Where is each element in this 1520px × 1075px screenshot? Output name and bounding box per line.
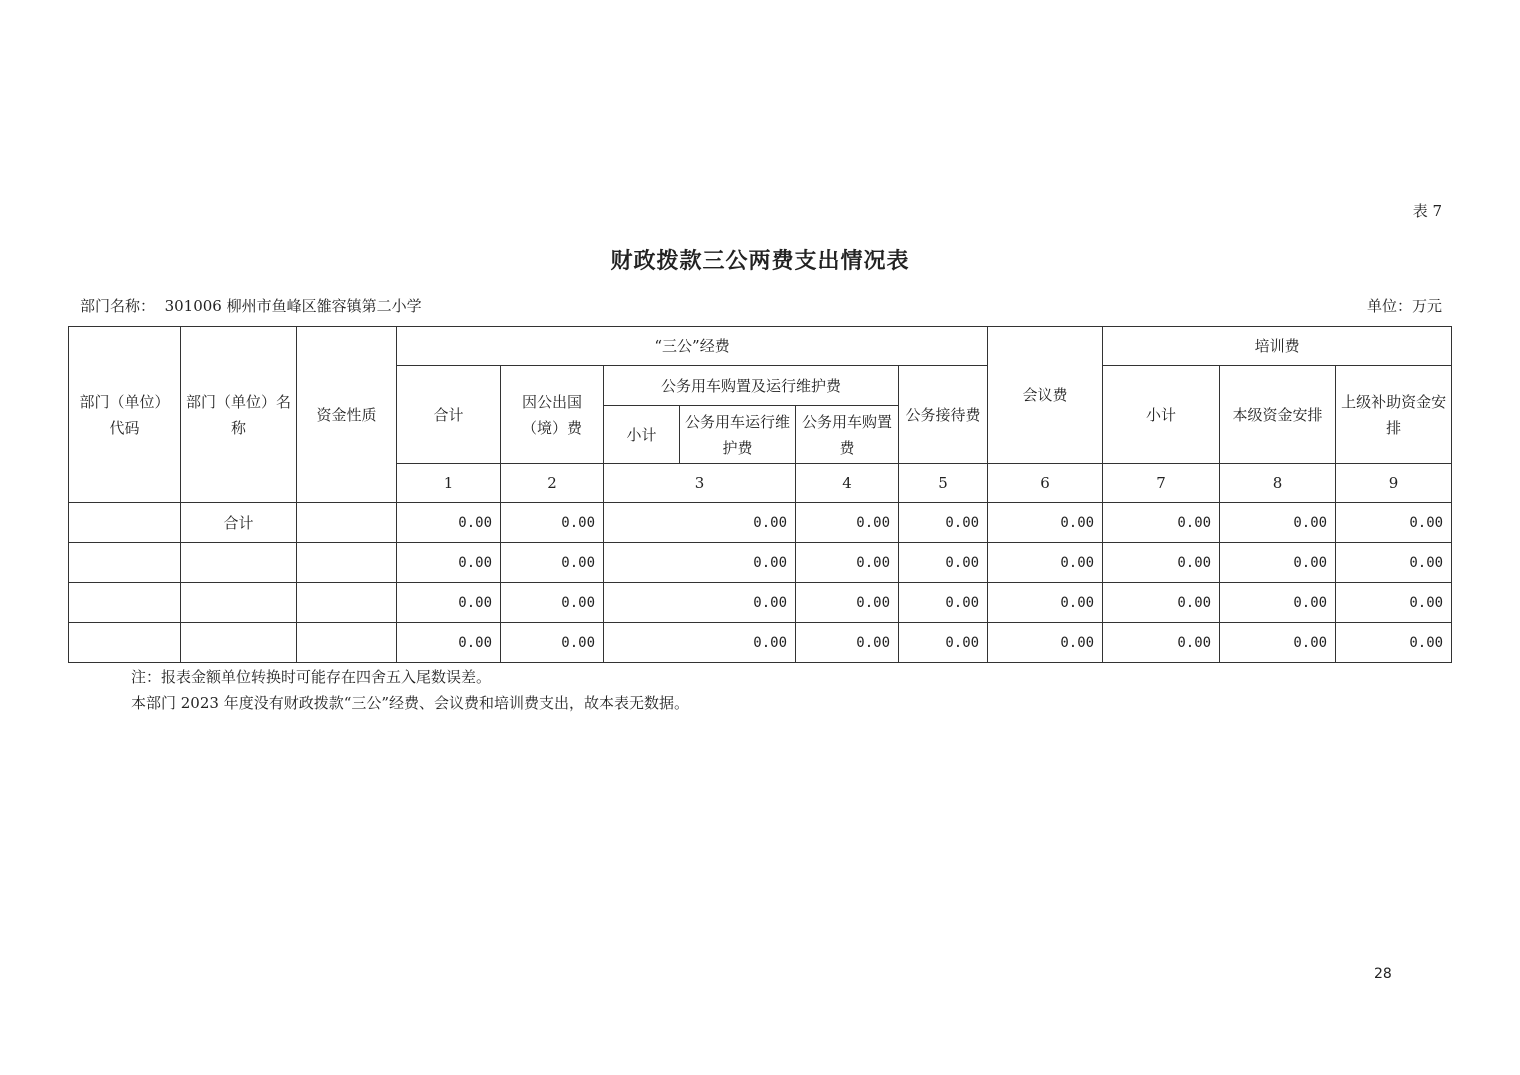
header-training-local: 本级资金安排 (1220, 366, 1336, 464)
header-vehicle: 公务用车购置及运行维护费 (604, 366, 899, 406)
row-value-cell: 0.00 (899, 623, 988, 663)
row-value-cell: 0.00 (1220, 583, 1336, 623)
header-total: 合计 (397, 366, 501, 464)
row-value-cell: 0.00 (501, 503, 604, 543)
column-number: 6 (988, 464, 1103, 503)
row-value-cell: 0.00 (397, 503, 501, 543)
row-value-cell: 0.00 (604, 623, 796, 663)
row-value-cell: 0.00 (1220, 503, 1336, 543)
header-three-public: “三公”经费 (397, 327, 988, 366)
row-value-cell: 0.00 (899, 543, 988, 583)
header-name: 部门（单位）名称 (181, 327, 297, 503)
row-value-cell: 0.00 (1220, 623, 1336, 663)
header-meeting: 会议费 (988, 327, 1103, 464)
table-row (69, 623, 1452, 663)
expenditure-table (68, 326, 1452, 663)
row-code-cell (69, 583, 181, 623)
table-number: 表 7 (1412, 202, 1442, 220)
row-value-cell: 0.00 (796, 543, 899, 583)
page-title: 财政拨款三公两费支出情况表 (610, 248, 910, 274)
row-value-cell: 0.00 (1103, 623, 1220, 663)
column-number: 2 (501, 464, 604, 503)
row-fund-nature-cell (297, 583, 397, 623)
department-info (80, 295, 422, 316)
table-row (69, 543, 1452, 583)
row-fund-nature-cell (297, 623, 397, 663)
row-value-cell: 0.00 (1336, 623, 1452, 663)
header-training-upper: 上级补助资金安排 (1336, 366, 1452, 464)
row-value-cell: 0.00 (501, 543, 604, 583)
header-fund-nature: 资金性质 (297, 327, 397, 503)
header-vehicle-purchase: 公务用车购置费 (796, 406, 899, 464)
row-value-cell: 0.00 (1336, 503, 1452, 543)
row-value-cell: 0.00 (397, 543, 501, 583)
header-abroad: 因公出国（境）费 (501, 366, 604, 464)
page-number: 28 (1374, 966, 1392, 982)
row-value-cell: 0.00 (988, 543, 1103, 583)
row-value-cell: 0.00 (1103, 583, 1220, 623)
header-code: 部门（单位）代码 (69, 327, 181, 503)
column-number: 5 (899, 464, 988, 503)
row-value-cell: 0.00 (397, 623, 501, 663)
row-name-cell (181, 623, 297, 663)
row-value-cell: 0.00 (988, 503, 1103, 543)
department-value: 301006 柳州市鱼峰区雒容镇第二小学 (164, 297, 422, 315)
header-training: 培训费 (1103, 327, 1452, 366)
row-fund-nature-cell (297, 543, 397, 583)
row-value-cell: 0.00 (501, 583, 604, 623)
row-value-cell: 0.00 (1336, 543, 1452, 583)
row-value-cell: 0.00 (796, 623, 899, 663)
header-row-1 (69, 327, 1452, 366)
row-value-cell: 0.00 (1103, 503, 1220, 543)
row-value-cell: 0.00 (988, 583, 1103, 623)
column-number: 3 (604, 464, 796, 503)
row-value-cell: 0.00 (1336, 583, 1452, 623)
department-label: 部门名称： (80, 297, 156, 315)
column-number: 1 (397, 464, 501, 503)
row-value-cell: 0.00 (899, 503, 988, 543)
header-training-subtotal: 小计 (1103, 366, 1220, 464)
row-value-cell: 0.00 (796, 503, 899, 543)
row-code-cell (69, 543, 181, 583)
unit-label: 单位：万元 (1366, 297, 1442, 315)
row-fund-nature-cell (297, 503, 397, 543)
row-value-cell: 0.00 (397, 583, 501, 623)
row-value-cell: 0.00 (796, 583, 899, 623)
row-name-cell: 合计 (181, 503, 297, 543)
table-row (69, 503, 1452, 543)
row-code-cell (69, 503, 181, 543)
column-number: 7 (1103, 464, 1220, 503)
column-number: 9 (1336, 464, 1452, 503)
row-code-cell (69, 623, 181, 663)
header-reception: 公务接待费 (899, 366, 988, 464)
row-name-cell (181, 583, 297, 623)
row-value-cell: 0.00 (501, 623, 604, 663)
row-value-cell: 0.00 (1103, 543, 1220, 583)
column-number: 8 (1220, 464, 1336, 503)
note-rounding: 注：报表金额单位转换时可能存在四舍五入尾数误差。 (131, 668, 492, 686)
header-vehicle-subtotal: 小计 (604, 406, 680, 464)
note-no-data: 本部门 2023 年度没有财政拨款“三公”经费、会议费和培训费支出，故本表无数据。 (131, 694, 690, 712)
table-row (69, 583, 1452, 623)
row-value-cell: 0.00 (899, 583, 988, 623)
row-value-cell: 0.00 (604, 503, 796, 543)
header-vehicle-operation: 公务用车运行维护费 (680, 406, 796, 464)
row-value-cell: 0.00 (604, 543, 796, 583)
row-name-cell (181, 543, 297, 583)
row-value-cell: 0.00 (604, 583, 796, 623)
row-value-cell: 0.00 (988, 623, 1103, 663)
row-value-cell: 0.00 (1220, 543, 1336, 583)
column-number: 4 (796, 464, 899, 503)
